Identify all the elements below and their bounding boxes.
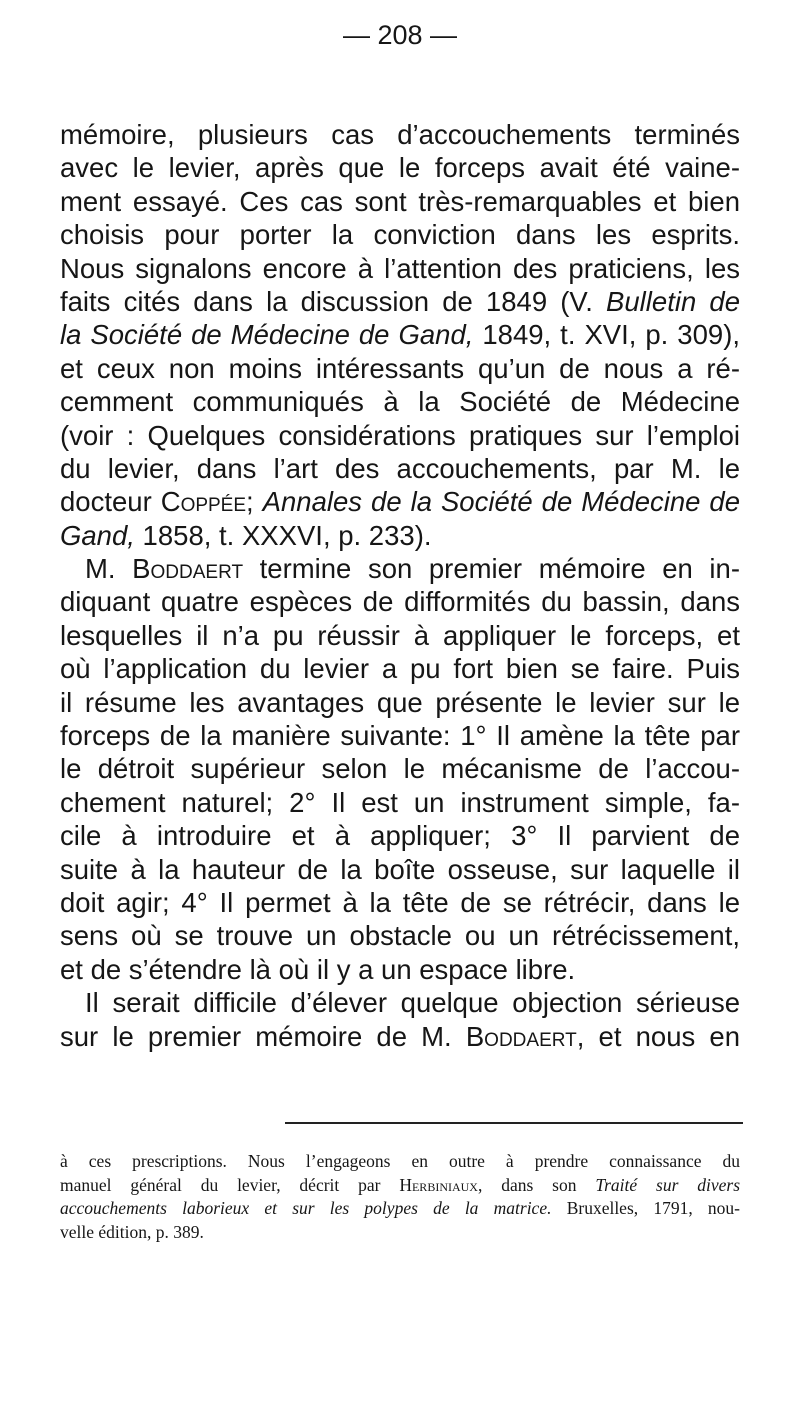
text-line: suite à la hauteur de la boîte osseuse, sur laquelle il (60, 853, 740, 885)
text-line: chement naturel; 2° Il est un instrument simple, fa- (60, 786, 740, 818)
footnote-divider (285, 1122, 743, 1124)
text-line: doit agir; 4° Il permet à la tête de se rétrécir, dans le (60, 886, 740, 918)
text-line: où l’application du levier a pu fort bien se faire. Puis (60, 653, 740, 685)
text-line: lesquelles il n’a pu réussir à appliquer le forceps, et (60, 619, 740, 651)
text-line: sur le premier mémoire de M. Boddaert, et nous en (60, 1020, 741, 1052)
text-line: mémoire, plusieurs cas d’accouchements terminés (60, 119, 740, 150)
text-line: docteur Coppée; Annales de la Société de Médecine de (60, 486, 741, 518)
text-line: avec le levier, après que le forceps avait été vaine- (60, 152, 740, 184)
text-line: Nous signalons encore à l’attention des praticiens, les (60, 252, 740, 284)
text-line: sens où se trouve un obstacle ou un rétrécissement, (60, 920, 740, 952)
text-line: la Société de Médecine de Gand, 1849, t. XVI, p. 309), (60, 319, 740, 351)
text-line: et ceux non moins intéressants qu’un de nous a ré- (60, 352, 740, 384)
text-line: cile à introduire et à appliquer; 3° Il parvient de (60, 820, 740, 852)
text-line: cemment communiqués à la Société de Médecine (60, 386, 740, 418)
text-line: forceps de la manière suivante: 1° Il amène la tête par (60, 720, 740, 752)
text-line: Il serait difficile d’élever quelque objection sérieuse (85, 987, 740, 1019)
text-line: faits cités dans la discussion de 1849 (V. Bulletin de (60, 285, 740, 317)
footnote-line: velle édition, p. 389. (60, 1222, 204, 1243)
text-line: le détroit supérieur selon le mécanisme de l’accou- (60, 753, 740, 785)
text-line: il résume les avantages que présente le levier sur le (60, 686, 740, 718)
footnote-line: manuel général du levier, décrit par Herbiniaux, dans son Traité sur divers (60, 1174, 740, 1195)
page-number: — 208 — (342, 20, 458, 50)
footnote-line: accouchements laborieux et sur les polypes de la matrice. Bruxelles, 1791, nou- (60, 1198, 740, 1219)
main-text (60, 118, 740, 1053)
text-line: du levier, dans l’art des accouchements, par M. le (60, 452, 740, 484)
text-line: M. Boddaert termine son premier mémoire en in- (85, 553, 740, 585)
text-line: choisis pour porter la conviction dans les esprits. (60, 219, 740, 251)
text-line: et de s’étendre là où il y a un espace libre. (60, 953, 576, 985)
footnote (60, 1150, 740, 1245)
text-line: Gand, 1858, t. XXXVI, p. 233). (60, 519, 432, 551)
text-line: diquant quatre espèces de difformités du bassin, dans (60, 586, 740, 618)
text-line: ment essayé. Ces cas sont très-remarquables et bien (60, 185, 740, 217)
footnote-line: à ces prescriptions. Nous l’engageons en outre à prendre connaissance du (60, 1151, 740, 1171)
text-line: (voir : Quelques considérations pratiques sur l’emploi (60, 419, 740, 451)
